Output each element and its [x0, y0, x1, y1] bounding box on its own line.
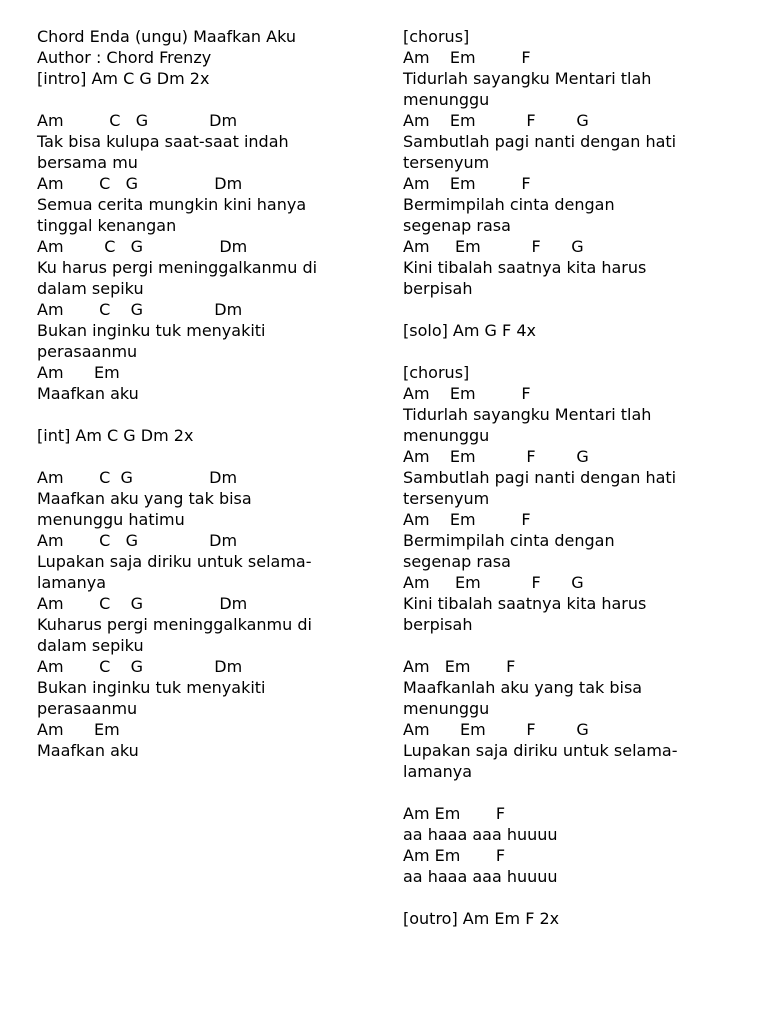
text-line: lamanya	[37, 573, 107, 592]
blank-line	[37, 404, 377, 425]
text-line: Tak bisa kulupa saat-saat indah	[37, 132, 289, 151]
text-line: dalam sepiku	[37, 279, 144, 298]
text-line: berpisah	[403, 615, 473, 634]
text-line: Am Em F	[403, 657, 516, 676]
text-line: Am Em F	[403, 174, 531, 193]
text-line: tinggal kenangan	[37, 216, 177, 235]
text-line: Semua cerita mungkin kini hanya	[37, 195, 307, 214]
text-line: Am Em F G	[403, 237, 584, 256]
text-line: Bukan inginku tuk menyakiti	[37, 678, 266, 697]
text-line: [solo] Am G F 4x	[403, 321, 536, 340]
text-line: [outro] Am Em F 2x	[403, 909, 560, 928]
text-line: Maafkan aku	[37, 741, 139, 760]
text-line: Kini tibalah saatnya kita harus	[403, 594, 647, 613]
text-line: tersenyum	[403, 153, 490, 172]
blank-line	[37, 446, 377, 467]
text-line: Am C G Dm	[37, 237, 248, 256]
text-line: Am C G Dm	[37, 657, 243, 676]
text-line: [chorus]	[403, 27, 470, 46]
left-column	[37, 26, 377, 761]
text-line: berpisah	[403, 279, 473, 298]
text-line: Maafkan aku	[37, 384, 139, 403]
text-line: Bermimpilah cinta dengan	[403, 531, 615, 550]
blank-line	[403, 635, 748, 656]
text-line: Ku harus pergi meninggalkanmu di	[37, 258, 318, 277]
text-line: Author : Chord Frenzy	[37, 48, 212, 67]
right-column	[403, 26, 748, 929]
text-line: menunggu	[403, 699, 490, 718]
text-line: Am C G Dm	[37, 174, 243, 193]
text-line: Am C G Dm	[37, 300, 243, 319]
text-line: [intro] Am C G Dm 2x	[37, 69, 210, 88]
text-line: Am C G Dm	[37, 468, 238, 487]
text-line: bersama mu	[37, 153, 138, 172]
text-line: segenap rasa	[403, 216, 511, 235]
text-line: segenap rasa	[403, 552, 511, 571]
text-line: lamanya	[403, 762, 473, 781]
text-line: Tidurlah sayangku Mentari tlah	[403, 69, 652, 88]
text-line: dalam sepiku	[37, 636, 144, 655]
text-line: [chorus]	[403, 363, 470, 382]
text-line: menunggu	[403, 426, 490, 445]
blank-line	[37, 89, 377, 110]
text-line: tersenyum	[403, 489, 490, 508]
text-line: Am Em F	[403, 510, 531, 529]
text-line: Am Em F G	[403, 447, 589, 466]
text-line: Am Em F	[403, 384, 531, 403]
blank-line	[403, 299, 748, 320]
text-line: Sambutlah pagi nanti dengan hati	[403, 468, 677, 487]
text-line: aa haaa aaa huuuu	[403, 867, 558, 886]
blank-line	[403, 782, 748, 803]
text-line: aa haaa aaa huuuu	[403, 825, 558, 844]
text-line: Am C G Dm	[37, 531, 238, 550]
text-line: menunggu	[403, 90, 490, 109]
text-line: Chord Enda (ungu) Maafkan Aku	[37, 27, 297, 46]
text-line: Am C G Dm	[37, 594, 248, 613]
text-line: Bermimpilah cinta dengan	[403, 195, 615, 214]
text-line: Kini tibalah saatnya kita harus	[403, 258, 647, 277]
blank-line	[403, 341, 748, 362]
text-line: Maafkanlah aku yang tak bisa	[403, 678, 643, 697]
text-line: perasaanmu	[37, 342, 138, 361]
text-line: Tidurlah sayangku Mentari tlah	[403, 405, 652, 424]
text-line: Am Em F	[403, 846, 506, 865]
text-line: Maafkan aku yang tak bisa	[37, 489, 252, 508]
text-line: Lupakan saja diriku untuk selama-	[403, 741, 678, 760]
text-line: Lupakan saja diriku untuk selama-	[37, 552, 312, 571]
text-line: Am C G Dm	[37, 111, 238, 130]
text-line: Bukan inginku tuk menyakiti	[37, 321, 266, 340]
text-line: Am Em F G	[403, 573, 584, 592]
text-line: Am Em F	[403, 804, 506, 823]
text-line: Sambutlah pagi nanti dengan hati	[403, 132, 677, 151]
text-line: perasaanmu	[37, 699, 138, 718]
text-line: Am Em	[37, 720, 120, 739]
text-line: Am Em	[37, 363, 120, 382]
text-line: Kuharus pergi meninggalkanmu di	[37, 615, 312, 634]
text-line: Am Em F G	[403, 720, 589, 739]
text-line: Am Em F G	[403, 111, 589, 130]
text-line: Am Em F	[403, 48, 531, 67]
text-line: [int] Am C G Dm 2x	[37, 426, 194, 445]
blank-line	[403, 887, 748, 908]
text-line: menunggu hatimu	[37, 510, 185, 529]
